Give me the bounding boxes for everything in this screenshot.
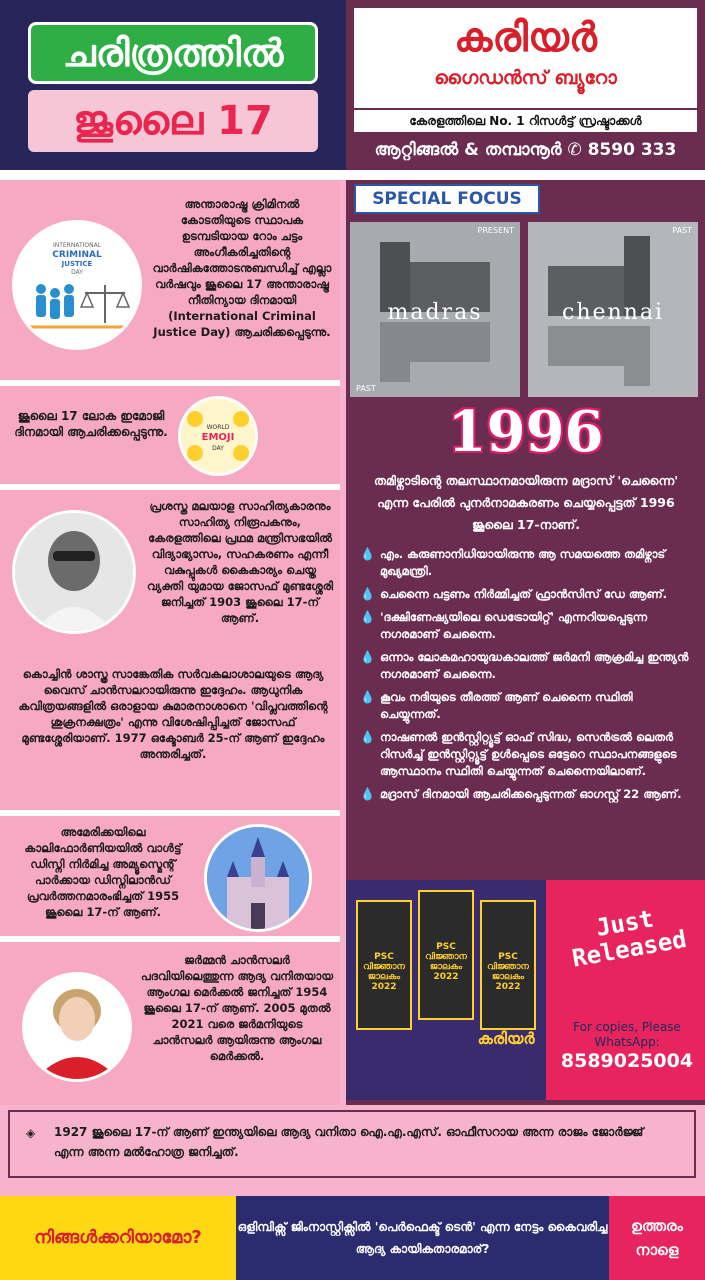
svg-text:JUSTICE: JUSTICE [61,260,93,268]
list-item: 💧 ചെന്നൈ പട്ടണം നിർമ്മിച്ചത് ഫ്രാൻസിസ് ഡേ ആണ്. [360,587,668,601]
justice-day-text: അന്താരാഷ്ട്ര ക്രിമിനൽ കോടതിയുടെ സ്ഥാപക ഉടമ്പടിയായ റോം ചട്ടം അംഗീകരിച്ചതിന്റെ വാർഷികത്തോടനുബന്ധിച്ച് എല്ലാ വർഷവും ജൂലൈ 17 അന്താരാഷ്ട്ര നീതിന്യായ ദിനമായി (International Criminal Justice Day) ആചരിക്കപ്പെടുന്നു. [152,197,332,339]
list-item: 💧 നാഷണൽ ഇൻസ്റ്റിറ്റ്യൂട്ട് ഓഫ് സിദ്ധ, സെൻട്രൽ ലെതർ റിസർച്ച് ഇൻസ്റ്റിറ്റ്യൂട്ട് ഉൾപ്പെടെ ഒട്ടേറെ സ്ഥാപനങ്ങളുടെ ആസ്ഥാനം സ്ഥിതി ചെയ്യുന്നത് ചെന്നൈയിലാണ്. [360,730,677,778]
book-cover: PSC വിജ്ഞാന ജാലകം 2022 [480,900,536,1030]
portrait-icon [15,513,133,631]
emoji-icon [181,399,255,473]
quiz-question: ഒളിമ്പിക്സ് ജിംനാസ്റ്റിക്സിൽ 'പെർഫെക്ട് ടെൻ' എന്ന നേട്ടം കൈവരിച്ച ആദ്യ കായികതാരമാര്? [236,1196,609,1280]
madras-photo [350,222,520,397]
anna-rajam-note [8,1110,696,1178]
brand-name: കരിയർ [454,15,597,61]
portrait-icon [25,975,129,1079]
madras-caption: madras [387,300,483,325]
brand-subtitle: ഗൈഡൻസ് ബ്യൂറോ [434,67,617,89]
left-column [0,180,340,1105]
mundassery-portrait [12,510,136,634]
book-promo [346,880,705,1100]
justice-scale-icon [15,223,139,347]
svg-text:DAY: DAY [212,445,224,452]
svg-text:WORLD: WORLD [206,424,230,431]
quiz-label: നിങ്ങൾക്കറിയാമോ? [0,1196,236,1280]
year-heading: 1996 [447,399,604,465]
list-item: 💧 എം. കരുണാനിധിയായിരുന്നു ആ സമയത്തെ തമിഴ്നാട് മുഖ്യമന്ത്രി. [360,547,666,578]
svg-text:DAY: DAY [71,269,83,276]
card-criminal-justice-day [0,180,340,380]
contact-info: ആറ്റിങ്ങൽ & തമ്പാനൂർ ✆ 8590 333 [374,140,677,160]
year-description: തമിഴ്നാടിന്റെ തലസ്ഥാനമായിരുന്ന മദ്രാസ് 'ചെന്നൈ' എന്ന പേരിൽ പുനർനാമകരണം ചെയ്യപ്പെട്ടത് 1996 ജൂലൈ 17-നാണ്. [373,473,679,532]
brand-tagline: കേരളത്തിലെ No. 1 റിസൾട്ട് സ്രഷ്ടാക്കൾ [354,110,697,132]
book-cover: PSC വിജ്ഞാന ജാലകം 2022 [356,900,412,1030]
chennai-tag: PAST [672,226,692,235]
list-item: 💧 ഒന്നാം ലോകമഹായുദ്ധകാലത്ത് ജർമനി ആക്രമിച്ച ഇന്ത്യൻ നഗരമാണ് ചെന്നൈ. [360,650,689,681]
drop-bullet-icon: 💧 [360,787,375,801]
header-left-panel [0,0,346,170]
mundassery-text: പ്രശസ്ത മലയാള സാഹിത്യകാരനും സാഹിത്യ നിരൂപകനും, കേരളത്തിലെ പ്രഥമ മന്ത്രിസഭയിൽ വിദ്യാഭ്യാസം, സഹകരണം എന്നീ വകുപ്പുകൾ കൈകാര്യം ചെയ്ത വ്യക്തി യുമായ ജോസഫ് മുണ്ടശ്ശേരി ജനിച്ചത് 1903 ജൂലൈ 17-ന് ആണ്. [146,499,334,625]
drop-bullet-icon: 💧 [360,730,375,744]
emoji-day-text: ജൂലൈ 17 ലോക ഇമോജി ദിനമായി ആചരിക്കപ്പെടുന്നു. [14,409,168,439]
date-title: ജൂലൈ 17 [28,90,318,152]
mundassery-text-2: കൊച്ചിൻ ശാസ്ത്ര സാങ്കേതിക സർവകലാശാലയുടെ ആദ്യ വൈസ് ചാൻസലറായിരുന്നു ഇദ്ദേഹം. ആധുനിക കവിത്രയങ്ങളിൽ ഒരാളായ കുമാരനാശാനെ 'വിപ്ലവത്തിന്റെ ശുക്രനക്ഷത്രം' എന്നു വിശേഷിപ്പിച്ചത് ജോസഫ് മുണ്ടശ്ശേരിയാണ്. 1977 ഒക്ടോബർ 25-ന് ആണ് ഇദ്ദേഹം അന്തരിച്ചത്. [18,667,328,761]
just-released-label: Just Released [569,904,689,973]
drop-bullet-icon: 💧 [360,690,375,704]
svg-text:EMOJI: EMOJI [201,432,235,443]
anna-rajam-text: 1927 ജൂലൈ 17-ന് ആണ് ഇന്ത്യയിലെ ആദ്യ വനിതാ ഐ.എ.എസ്. ഓഫീസറായ അന്ന രാജം ജോർജ്ജ് എന്ന അന്ന മൽഹോത്ര ജനിച്ചത്. [54,1125,644,1159]
right-column [346,180,705,1105]
merkel-portrait [22,972,132,1082]
drop-bullet-icon: 💧 [360,587,375,601]
svg-text:INTERNATIONAL: INTERNATIONAL [52,242,102,249]
special-focus-tag: SPECIAL FOCUS [354,184,540,214]
history-title: ചരിത്രത്തിൽ [28,22,318,84]
header-right-panel [346,0,705,170]
emoji-day-badge [178,396,258,476]
brand-logo-box [354,8,697,108]
book-cover: PSC വിജ്ഞാന ജാലകം 2022 [418,890,474,1020]
madras-tag-past: PAST [356,384,376,393]
svg-text:CRIMINAL: CRIMINAL [52,250,102,260]
disneyland-castle-image [204,824,312,932]
castle-icon [207,827,309,929]
card-disneyland [0,816,340,936]
diamond-bullet-icon: ◈ [26,1126,36,1140]
drop-bullet-icon: 💧 [360,547,375,561]
chennai-facts-list [356,546,696,809]
card-angela-merkel [0,942,340,1105]
merkel-text: ജർമ്മൻ ചാൻസലർ പദവിയിലെത്തുന്ന ആദ്യ വനിതയായ ആംഗല മെർക്കൽ ജനിച്ചത് 1954 ജൂലൈ 17-ന് ആണ്. 2005 മുതൽ 2021 വരെ ജർമനിയുടെ ചാൻസലർ ആയിരുന്നു ആംഗല മെർക്കൽ. [140,953,334,1063]
drop-bullet-icon: 💧 [360,610,375,624]
chennai-photo [528,222,698,397]
header-divider [0,170,705,180]
madras-tag: PRESENT [477,226,514,235]
list-item: 💧 മദ്രാസ് ദിനമായി ആചരിക്കപ്പെടുന്നത് ഓഗസ്റ്റ് 22 ആണ്. [360,787,682,801]
disneyland-text: അമേരിക്കയിലെ കാലിഫോർണിയയിൽ വാൾട്ട് ഡിസ്നി നിർമിച്ച അമ്യൂസ്മെന്റ് പാർക്കായ ഡിസ്നിലാൻഡ് പ്രവർത്തനമാരംഭിച്ചത് 1955 ജൂലൈ 17-ന് ആണ്. [24,825,182,919]
promo-brand: കരിയർ [477,1029,535,1048]
card-joseph-mundassery [0,490,340,810]
footer-quiz [0,1196,705,1280]
list-item: 💧 'ദക്ഷിണേഷ്യയിലെ ഡെട്രോയിറ്റ്' എന്നറിയപ്പെടുന്ന നഗരമാണ് ചെന്നൈ. [360,610,648,641]
card-emoji-day [0,386,340,484]
book-covers [346,880,546,1100]
copies-label: For copies, Please WhatsApp: [573,1020,681,1049]
justice-day-logo [12,220,142,350]
list-item: 💧 കൂവം നദിയുടെ തീരത്ത് ആണ് ചെന്നൈ സ്ഥിതി ചെയ്യുന്നത്. [360,690,633,721]
chennai-caption: chennai [562,300,664,325]
drop-bullet-icon: 💧 [360,650,375,664]
whatsapp-number[interactable]: 8589025004 [560,1050,694,1072]
answer-tomorrow: ഉത്തരം നാളെ [609,1196,705,1280]
